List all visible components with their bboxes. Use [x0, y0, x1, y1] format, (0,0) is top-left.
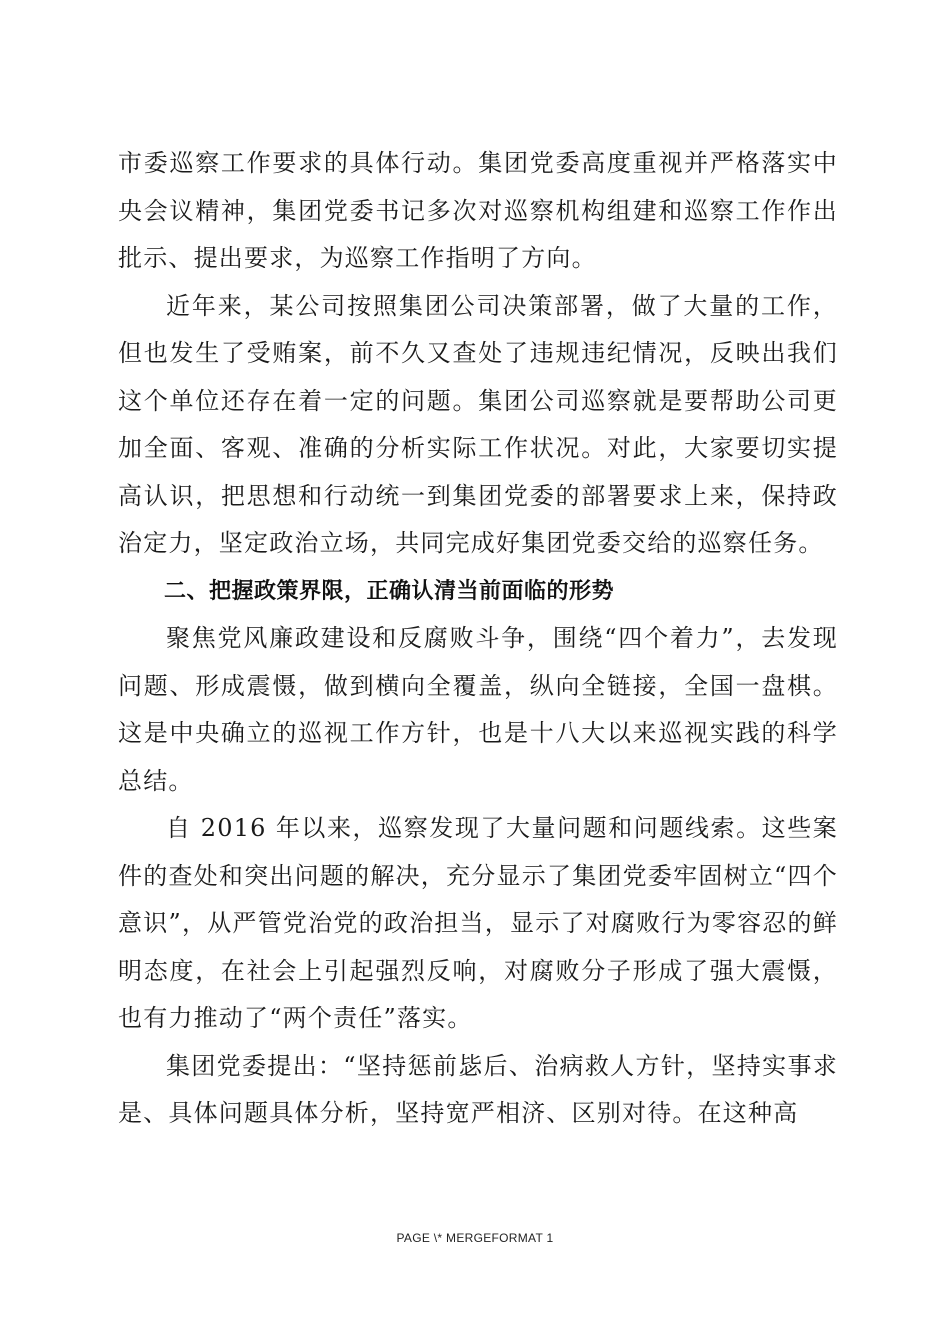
- paragraph-since-2016: 自 2016 年以来，巡察发现了大量问题和问题线索。这些案件的查处和突出问题的解决，充分显示了集团党委牢固树立“四个意识”，从严管党治党的政治担当，显示了对腐败行为零容忍的鲜明态度，在社会上引起强烈反响，对腐败分子形成了强大震慑，也有力推动了“两个责任”落实。: [118, 814, 838, 1032]
- section-heading: 二、把握政策界限，正确认清当前面临的形势: [164, 578, 615, 604]
- document-body: [118, 140, 838, 1138]
- page-footer: PAGE \* MERGEFORMAT 1: [396, 1231, 554, 1245]
- paragraph-group-proposal: 集团党委提出：“坚持惩前毖后、治病救人方针，坚持实事求是、具体问题具体分析，坚持宽严相济、区别对待。在这种高: [118, 1051, 838, 1127]
- paragraph-recent-years: 近年来，某公司按照集团公司决策部署，做了大量的工作，但也发生了受贿案，前不久又查处了违规违纪情况，反映出我们这个单位还存在着一定的问题。集团公司巡察就是要帮助公司更加全面、客观、准确的分析实际工作状况。对此，大家要切实提高认识，把思想和行动统一到集团党委的部署要求上来，保持政治定力，坚定政治立场，共同完成好集团党委交给的巡察任务。: [118, 291, 838, 557]
- paragraph-continuation: 市委巡察工作要求的具体行动。集团党委高度重视并严格落实中央会议精神，集团党委书记多次对巡察机构组建和巡察工作作出批示、提出要求，为巡察工作指明了方向。: [118, 149, 838, 272]
- paragraph-focus: 聚焦党风廉政建设和反腐败斗争，围绕“四个着力”，去发现问题、形成震慑，做到横向全覆盖，纵向全链接，全国一盘棋。这是中央确立的巡视工作方针，也是十八大以来巡视实践的科学总结。: [118, 624, 838, 795]
